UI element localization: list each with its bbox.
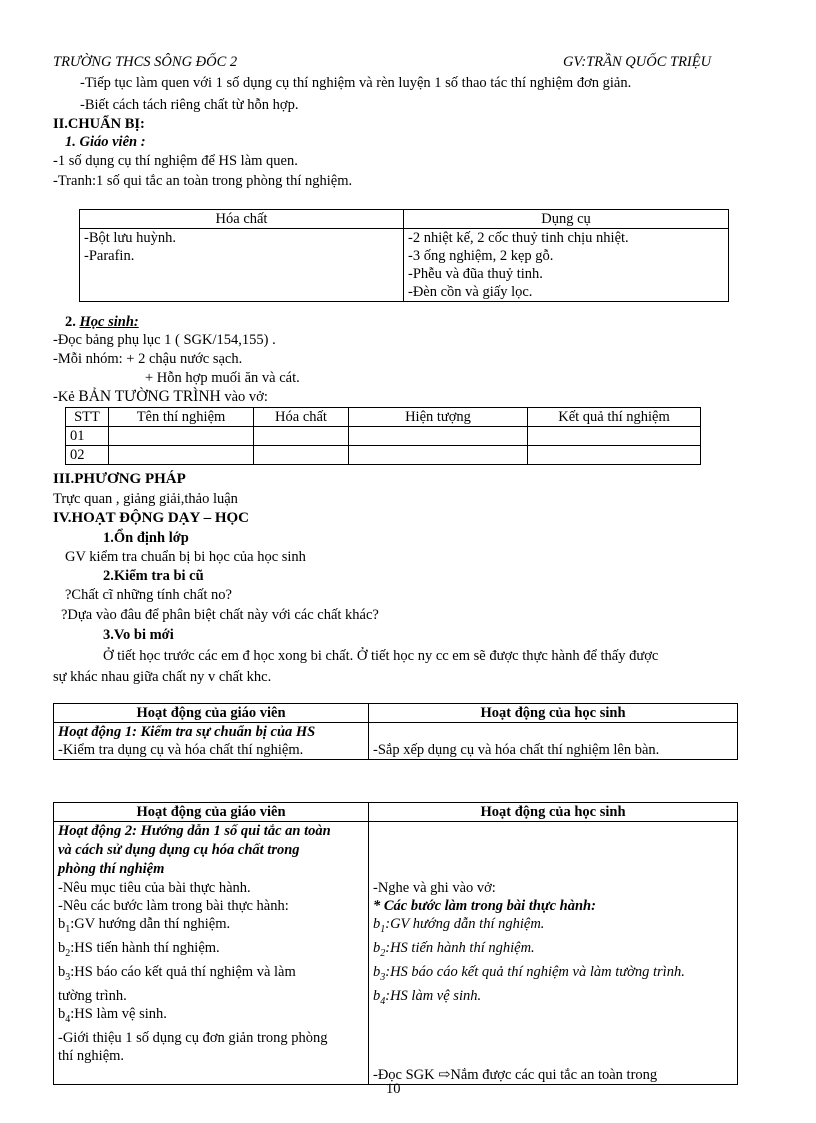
intro-text: Ở tiết học trước các em đ học xong bi chất. Ở tiết học ny cc em sẽ được thực hành để thấy được bbox=[103, 648, 659, 664]
teacher-activity-cell bbox=[54, 822, 369, 1085]
section-title: II.CHUẨN BỊ: bbox=[53, 116, 145, 132]
step-text: :HS báo cáo kết quả thí nghiệm và làm bbox=[70, 963, 296, 980]
student-heading-number: 2. bbox=[65, 314, 80, 330]
student-heading-text: Học sinh: bbox=[79, 314, 139, 330]
student-step bbox=[373, 915, 733, 939]
teacher-step bbox=[58, 939, 364, 963]
step-letter: b bbox=[58, 916, 66, 932]
step-text: :HS báo cáo kết quả thí nghiệm và làm tường trình. bbox=[385, 963, 685, 980]
teacher-step bbox=[58, 963, 364, 987]
student-activity: -Đọc SGK ⇨Nắm được các qui tắc an toàn trong bbox=[373, 1066, 658, 1083]
section-title: IV.HOẠT ĐỘNG DẠY – HỌC bbox=[53, 510, 249, 526]
chemical-item: -Bột lưu huỳnh. bbox=[84, 230, 177, 246]
activity-title: Hoạt động 1: Kiểm tra sự chuẩn bị của HS bbox=[54, 723, 369, 742]
report-header: Hóa chất bbox=[254, 408, 349, 427]
step-letter: b bbox=[58, 963, 66, 980]
question: ?Chất cĩ những tính chất no? bbox=[65, 587, 232, 603]
table-row bbox=[66, 446, 701, 465]
report-instruction bbox=[53, 388, 268, 406]
student-step bbox=[373, 963, 733, 987]
tool-item: -Đèn cồn và giấy lọc. bbox=[408, 284, 533, 300]
student-item: -Mỗi nhóm: + 2 chậu nước sạch. bbox=[53, 351, 243, 367]
teacher-item: -Tranh:1 số qui tắc an toàn trong phòng thí nghiệm. bbox=[53, 173, 353, 189]
teacher-step bbox=[58, 1005, 364, 1029]
teacher-activity: -Kiểm tra dụng cụ và hóa chất thí nghiệm. bbox=[54, 741, 369, 760]
table-row bbox=[66, 427, 701, 446]
tool-item: -2 nhiệt kế, 2 cốc thuỷ tinh chịu nhiệt. bbox=[408, 230, 629, 246]
report-suffix: vào vở: bbox=[220, 389, 268, 405]
teacher-activity: tường trình. bbox=[58, 987, 127, 1004]
section-title: III.PHƯƠNG PHÁP bbox=[53, 471, 186, 487]
activity-header-student: Hoạt động của học sinh bbox=[369, 803, 738, 822]
step-letter: b bbox=[373, 963, 381, 980]
activity-table-2 bbox=[53, 802, 738, 1085]
step-text: :HS tiến hành thí nghiệm. bbox=[70, 939, 220, 956]
question: ?Dựa vào đâu để phân biệt chất này với các chất khác? bbox=[61, 607, 379, 623]
student-step bbox=[373, 987, 733, 1011]
step-number: 2 bbox=[380, 947, 386, 959]
teacher-activity: thí nghiệm. bbox=[58, 1047, 125, 1064]
teacher-activity: -Giới thiệu 1 số dụng cụ đơn giản trong phòng bbox=[58, 1029, 328, 1046]
activity-header-teacher: Hoạt động của giáo viên bbox=[54, 803, 369, 822]
step-text: :HS tiến hành thí nghiệm. bbox=[385, 939, 535, 956]
page-number: 10 bbox=[386, 1081, 401, 1097]
activity-header-student: Hoạt động của học sinh bbox=[369, 704, 738, 723]
chemical-item: -Parafin. bbox=[84, 248, 135, 264]
teacher-step bbox=[58, 915, 364, 939]
objective-item: -Biết cách tách riêng chất từ hỗn hợp. bbox=[80, 97, 299, 113]
student-step bbox=[373, 939, 733, 963]
step-text: :HS làm vệ sinh. bbox=[70, 1005, 167, 1022]
step-text: :GV hướng dẫn thí nghiệm. bbox=[385, 916, 545, 932]
student-activity: -Nghe và ghi vào vở: bbox=[373, 880, 496, 896]
teacher-name: GV:TRẦN QUỐC TRIỆU bbox=[563, 54, 712, 70]
teacher-activity: -Nêu các bước làm trong bài thực hành: bbox=[58, 898, 289, 914]
step-letter: b bbox=[58, 1005, 66, 1022]
report-table bbox=[65, 407, 701, 465]
activity-title: Hoạt động 2: Hướng dẫn 1 số qui tắc an toàn bbox=[58, 823, 331, 839]
step-number: 1 bbox=[380, 923, 386, 935]
report-stt: 01 bbox=[66, 427, 109, 446]
student-heading bbox=[65, 313, 139, 331]
materials-header-tools: Dụng cụ bbox=[404, 210, 729, 229]
step-text: :GV hướng dẫn thí nghiệm. bbox=[70, 916, 231, 932]
chemicals-cell bbox=[80, 229, 404, 302]
step-letter: b bbox=[373, 987, 381, 1004]
step-number: 4 bbox=[65, 1013, 71, 1025]
materials-table bbox=[79, 209, 729, 302]
report-stt: 02 bbox=[66, 446, 109, 465]
tool-item: -Phễu và đũa thuỷ tinh. bbox=[408, 266, 543, 282]
step-text: :HS làm vệ sinh. bbox=[385, 987, 482, 1004]
materials-header-chemicals: Hóa chất bbox=[80, 210, 404, 229]
student-activity: * Các bước làm trong bài thực hành: bbox=[373, 898, 596, 914]
step-number: 4 bbox=[380, 995, 386, 1007]
step-letter: b bbox=[373, 939, 381, 956]
subsection-heading: 3.Vo bi mới bbox=[103, 627, 174, 643]
school-name: TRƯỜNG THCS SÔNG ĐỐC 2 bbox=[53, 54, 238, 70]
tools-cell bbox=[404, 229, 729, 302]
activity-header-teacher: Hoạt động của giáo viên bbox=[54, 704, 369, 723]
tool-item: -3 ống nghiệm, 2 kẹp gỗ. bbox=[408, 248, 554, 264]
step-letter: b bbox=[373, 916, 381, 932]
step-number: 3 bbox=[65, 971, 71, 983]
report-prefix: -Kẻ bbox=[53, 389, 79, 405]
step-number: 2 bbox=[65, 947, 71, 959]
objective-item: -Tiếp tục làm quen với 1 số dụng cụ thí nghiệm và rèn luyện 1 số thao tác thí nghiệm đơn giản. bbox=[80, 75, 632, 91]
student-item: + Hỗn hợp muối ăn và cát. bbox=[145, 370, 300, 386]
subsection-text: GV kiểm tra chuẩn bị bi học của học sinh bbox=[65, 549, 306, 565]
intro-text: sự khác nhau giữa chất ny v chất khc. bbox=[53, 669, 272, 685]
report-header: Hiện tượng bbox=[349, 408, 528, 427]
report-bold: BẢN TƯỜNG TRÌNH bbox=[78, 388, 221, 405]
teacher-activity: -Nêu mục tiêu của bài thực hành. bbox=[58, 880, 251, 896]
step-number: 1 bbox=[65, 923, 71, 935]
student-activity-cell bbox=[369, 822, 738, 1085]
student-item: -Đọc bảng phụ lục 1 ( SGK/154,155) . bbox=[53, 332, 276, 348]
teacher-heading: 1. Giáo viên : bbox=[65, 134, 146, 150]
step-letter: b bbox=[58, 939, 66, 956]
student-activity: -Sắp xếp dụng cụ và hóa chất thí nghiệm lên bàn. bbox=[369, 741, 738, 760]
step-number: 3 bbox=[380, 971, 386, 983]
report-header: Kết quả thí nghiệm bbox=[528, 408, 701, 427]
activity-title: phòng thí nghiệm bbox=[58, 861, 165, 877]
subsection-heading: 2.Kiểm tra bi cũ bbox=[103, 568, 204, 584]
subsection-heading: 1.Ổn định lớp bbox=[103, 530, 189, 546]
report-header: STT bbox=[66, 408, 109, 427]
activity-title: và cách sử dụng dụng cụ hóa chất trong bbox=[58, 842, 300, 858]
activity-table-1 bbox=[53, 703, 738, 760]
method-text: Trực quan , giảng giải,thảo luận bbox=[53, 491, 238, 507]
teacher-item: -1 số dụng cụ thí nghiệm để HS làm quen. bbox=[53, 153, 298, 169]
report-header: Tên thí nghiệm bbox=[109, 408, 254, 427]
